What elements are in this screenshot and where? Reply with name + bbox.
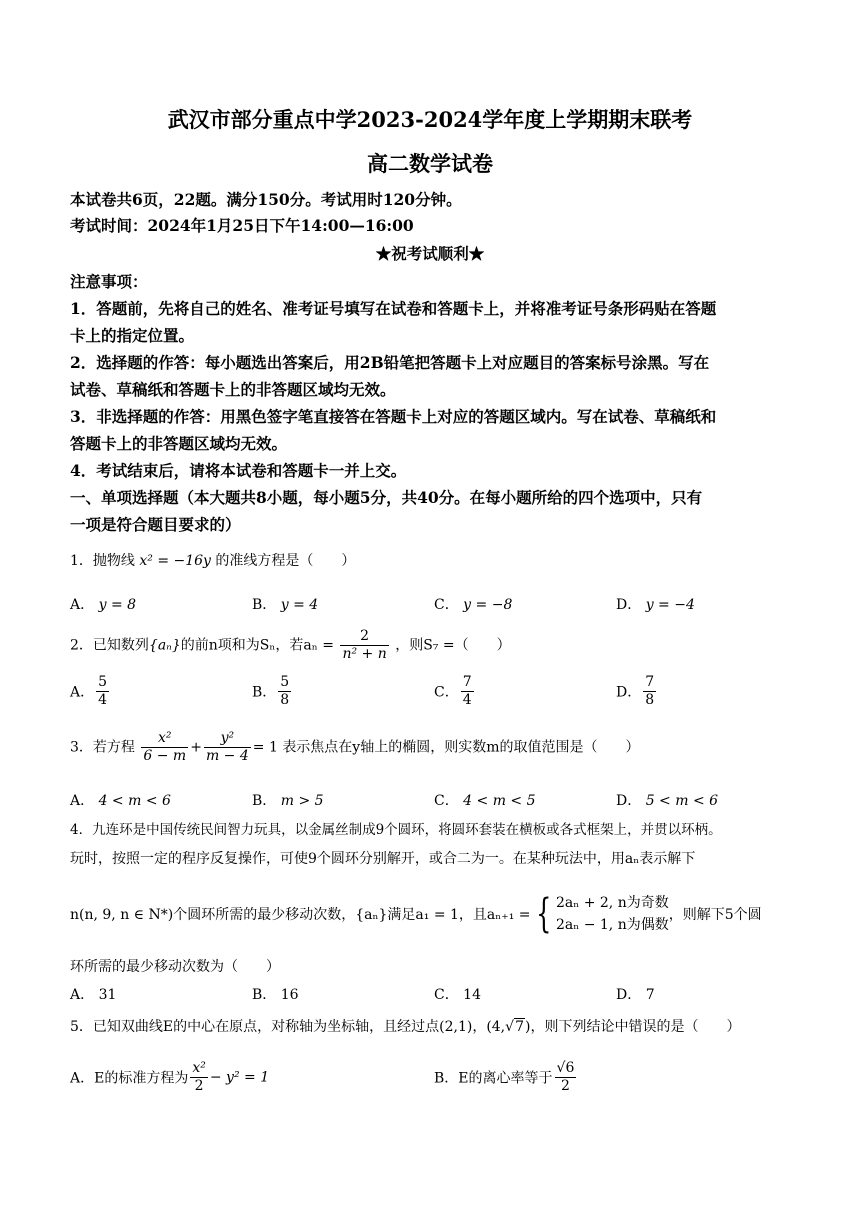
- note-3a: 3．非选择题的作答：用黑色签字笔直接答在答题卡上对应的答题区域内。写在试卷、草稿纸和: [70, 407, 717, 426]
- q4-option-a[interactable]: A． 31: [70, 987, 117, 1003]
- question-1: [70, 550, 355, 570]
- q4-line-3a: n(n, 9, n ∈ N*)个圆环所需的最少移动次数，{aₙ}满足a₁ = 1，且aₙ₊₁ =: [70, 907, 531, 923]
- q4-brace: {: [535, 891, 551, 937]
- q2-option-a[interactable]: A． $\frac{5}{4}$: [70, 674, 108, 708]
- q2-prefix: 2．已知数列: [70, 637, 149, 654]
- section-heading-2: 一项是符合题目要求的）: [70, 515, 241, 534]
- question-3: 3．若方程 $\frac{\text{x²}}{6 - m}$ + $\frac{\text{y²}}{m - 4}$ = 1 表示焦点在y轴上的椭圆，则实数m的取值范围是（ ）: [70, 730, 640, 764]
- question-5: 5．已知双曲线E的中心在原点，对称轴为坐标轴，且经过点(2,1)，(4,√7)，则下列结论中错误的是（ ）: [70, 1019, 741, 1035]
- exam-title: 武汉市部分重点中学2023-2024学年度上学期期末联考: [167, 107, 693, 132]
- q1-option-a[interactable]: A． y = 8: [70, 597, 137, 613]
- q3-option-b[interactable]: B． m > 5: [252, 793, 324, 809]
- q4-option-b[interactable]: B． 16: [252, 987, 299, 1003]
- q2-mid: 的前n项和为Sₙ，若aₙ =: [180, 637, 335, 654]
- note-1b: 卡上的指定位置。: [70, 326, 195, 345]
- q1-suffix: 的准线方程是（ ）: [215, 553, 356, 569]
- note-1a: 1．答题前，先将自己的姓名、准考证号填写在试卷和答题卡上，并将准考证号条形码贴在答题: [70, 299, 717, 318]
- q4-line-3b: ，则解下5个圆: [668, 907, 762, 923]
- note-2a: 2．选择题的作答：每小题选出答案后，用2B铅笔把答题卡上对应题目的答案标号涂黑。写在: [70, 353, 710, 372]
- blessing: ★祝考试顺利★: [375, 244, 485, 263]
- q3-prefix: 3．若方程: [70, 739, 135, 756]
- q4-line-4: 环所需的最少移动次数为（ ）: [70, 959, 280, 975]
- q1-option-b[interactable]: B． y = 4: [252, 597, 319, 613]
- q1-option-d[interactable]: D． y = −4: [616, 597, 695, 613]
- q1-prefix: 1．抛物线: [70, 553, 135, 569]
- q2-seq: {aₙ}: [148, 637, 181, 654]
- question-2: [70, 628, 511, 663]
- q4-option-d[interactable]: D． 7: [616, 987, 655, 1003]
- q5-stem-a: 5．已知双曲线E的中心在原点，对称轴为坐标轴，且经过点(2,1)，(4,: [70, 1019, 506, 1035]
- q3-suffix: 表示焦点在y轴上的椭圆，则实数m的取值范围是（ ）: [282, 739, 640, 756]
- q1-equation: x² = −16y: [139, 553, 211, 569]
- q3-fraction-1: $\frac{\text{x²}}{6 - m}$: [143, 730, 187, 764]
- notes-heading: 注意事项：: [70, 272, 148, 291]
- q3-option-d[interactable]: D． 5 < m < 6: [616, 793, 719, 809]
- q4-option-c[interactable]: C． 14: [434, 987, 481, 1003]
- q3-option-a[interactable]: A． 4 < m < 6: [70, 793, 171, 809]
- q5-sqrt: 7: [515, 1019, 524, 1035]
- q2-option-b[interactable]: B． $\frac{5}{8}$: [252, 674, 290, 708]
- q3-option-c[interactable]: C． 4 < m < 5: [434, 793, 536, 809]
- q5-option-b[interactable]: B．E的离心率等于 $\frac{√6}{2}$: [434, 1060, 575, 1094]
- note-4: 4．考试结束后，请将本试卷和答题卡一并上交。: [70, 461, 407, 480]
- q2-option-d[interactable]: D． $\frac{7}{8}$: [616, 674, 655, 708]
- q2-option-c[interactable]: C． $\frac{7}{4}$: [434, 674, 472, 708]
- q4-line-2: 玩时，按照一定的程序反复操作，可使9个圆环分别解开，或合二为一。在某种玩法中，用aₙ表示解下: [70, 851, 696, 867]
- info-line-1: 本试卷共6页，22题。满分150分。考试用时120分钟。: [70, 190, 462, 209]
- q4-cases: 2aₙ + 2, n为奇数 2aₙ − 1, n为偶数: [555, 895, 669, 933]
- exam-subtitle: 高二数学试卷: [367, 151, 493, 176]
- q2-fraction: $\frac{2}{\text{n² + n}}$: [342, 628, 387, 662]
- q1-option-c[interactable]: C． y = −8: [434, 597, 513, 613]
- note-2b: 试卷、草稿纸和答题卡上的非答题区域均无效。: [70, 380, 396, 399]
- section-heading-1: 一、单项选择题（本大题共8小题，每小题5分，共40分。在每小题所给的四个选项中，只有: [70, 488, 703, 507]
- q3-fraction-2: $\frac{\text{y²}}{m - 4}$: [205, 730, 249, 764]
- q2-suffix: ，则S₇ =（ ）: [395, 637, 511, 654]
- note-3b: 答题卡上的非答题区域均无效。: [70, 434, 288, 453]
- q4-line-1: 4．九连环是中国传统民间智力玩具，以金属丝制成9个圆环，将圆环套装在横板或各式框架上，并贯以环柄。: [70, 822, 722, 838]
- q4-line-3: [70, 892, 762, 936]
- info-line-2: 考试时间：2024年1月25日下午14:00—16:00: [70, 216, 414, 235]
- q5-option-a[interactable]: A．E的标准方程为 $\frac{\text{x²}}{2}$ − y² = 1: [70, 1060, 270, 1094]
- q5-stem-b: )，则下列结论中错误的是（ ）: [524, 1019, 741, 1035]
